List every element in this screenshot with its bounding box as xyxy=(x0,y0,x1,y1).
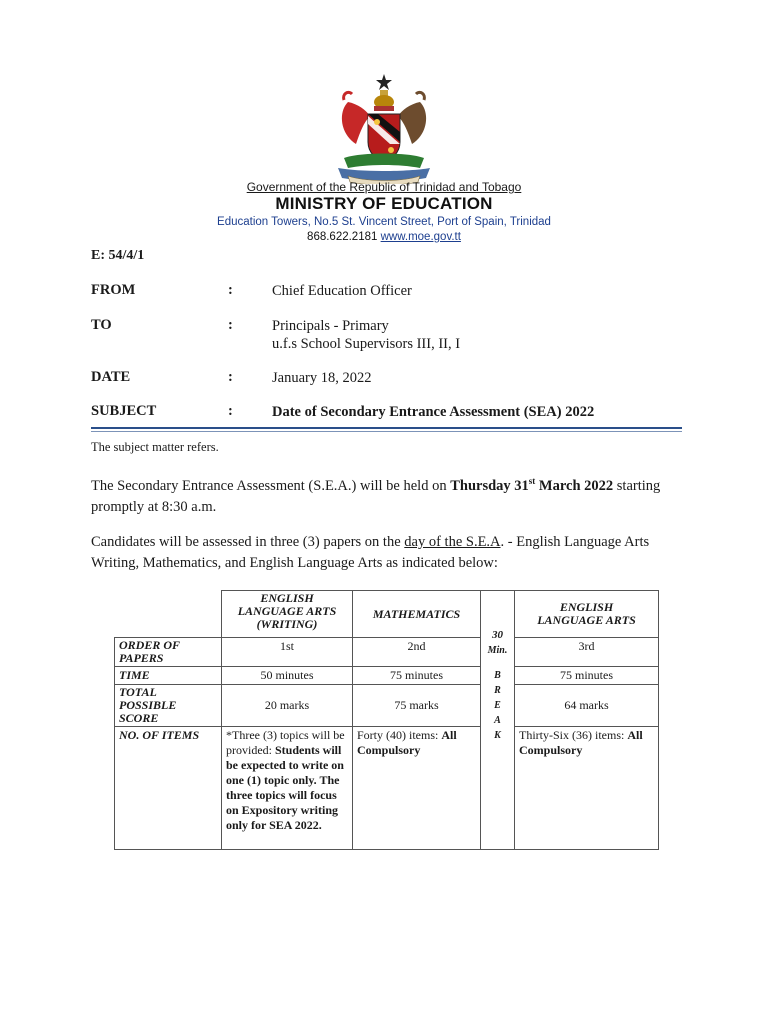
cell-items-ela: Thirty-Six (36) items: All Compulsory xyxy=(515,727,659,850)
break-column: 30 Min. B R E A K xyxy=(481,591,515,850)
cell-score-ela: 64 marks xyxy=(515,685,659,727)
to-colon: : xyxy=(228,317,233,333)
table-header-row xyxy=(115,591,659,638)
row-label-order: ORDER OF PAPERS xyxy=(115,638,222,667)
cell-time-ela-writing: 50 minutes xyxy=(222,667,353,685)
p2-text-c: . - English Language Arts Writing, Mathematics, and English Language Arts as indicated below: xyxy=(91,534,650,571)
paragraph-date xyxy=(91,476,691,518)
p2-text-a: Candidates will be assessed in three (3) papers on the xyxy=(91,534,405,550)
table-row xyxy=(115,727,659,850)
intro-text: The subject matter refers. xyxy=(91,440,219,454)
cell-items-ela-writing: *Three (3) topics will be provided: Students will be expected to write on one (1) topic only. The three topics will focus on Expository writing only for SEA 2022. xyxy=(222,727,353,850)
phone-number: 868.622.2181 xyxy=(307,231,378,243)
sea-schedule-table xyxy=(114,590,659,850)
government-name: Government of the Republic of Trinidad and Tobago xyxy=(246,180,522,194)
subject-value: Date of Secondary Entrance Assessment (SEA) 2022 xyxy=(272,404,595,420)
ministry-contact xyxy=(0,231,768,243)
from-label: FROM xyxy=(91,282,136,298)
cell-order-math: 2nd xyxy=(353,638,481,667)
website-link[interactable]: www.moe.gov.tt xyxy=(380,231,461,243)
header-ela: ENGLISH LANGUAGE ARTS xyxy=(515,591,659,638)
p1-text-a: The Secondary Entrance Assessment (S.E.A.) will be held on xyxy=(91,478,451,494)
row-label-time: TIME xyxy=(115,667,222,685)
coat-of-arms-icon xyxy=(330,72,438,184)
cell-time-ela: 75 minutes xyxy=(515,667,659,685)
to-label: TO xyxy=(91,317,112,333)
reference-number: E: 54/4/1 xyxy=(91,248,145,263)
cell-score-math: 75 marks xyxy=(353,685,481,727)
row-label-score: TOTAL POSSIBLE SCORE xyxy=(115,685,222,727)
table-row xyxy=(115,685,659,727)
p2-underlined: day of the S.E.A xyxy=(404,534,501,550)
subject-label: SUBJECT xyxy=(91,403,157,419)
to-value-2: u.f.s School Supervisors III, II, I xyxy=(272,336,461,352)
table-row xyxy=(115,667,659,685)
cell-time-math: 75 minutes xyxy=(353,667,481,685)
table-row xyxy=(115,638,659,667)
ministry-address: Education Towers, No.5 St. Vincent Street, Port of Spain, Trinidad xyxy=(217,216,551,228)
date-value: January 18, 2022 xyxy=(272,370,372,386)
subject-colon: : xyxy=(228,403,233,419)
table-corner xyxy=(115,591,222,638)
paragraph-papers xyxy=(91,532,691,574)
cell-order-ela: 3rd xyxy=(515,638,659,667)
ministry-name: MINISTRY OF EDUCATION xyxy=(275,194,493,213)
to-value-1: Principals - Primary xyxy=(272,318,389,334)
header-mathematics: MATHEMATICS xyxy=(353,591,481,638)
header-ela-writing: ENGLISH LANGUAGE ARTS (WRITING) xyxy=(222,591,353,638)
p1-date-bold: Thursday 31st March 2022 xyxy=(450,476,614,494)
from-colon: : xyxy=(228,282,233,298)
date-colon: : xyxy=(228,369,233,385)
header-divider xyxy=(91,427,682,429)
header-divider-thin xyxy=(91,431,682,432)
cell-order-ela-writing: 1st xyxy=(222,638,353,667)
cell-items-math: Forty (40) items: All Compulsory xyxy=(353,727,481,850)
from-value: Chief Education Officer xyxy=(272,283,412,299)
p1-text-d: starting promptly at 8:30 a.m. xyxy=(91,478,661,515)
date-label: DATE xyxy=(91,369,131,385)
cell-score-ela-writing: 20 marks xyxy=(222,685,353,727)
row-label-items: NO. OF ITEMS xyxy=(115,727,222,850)
